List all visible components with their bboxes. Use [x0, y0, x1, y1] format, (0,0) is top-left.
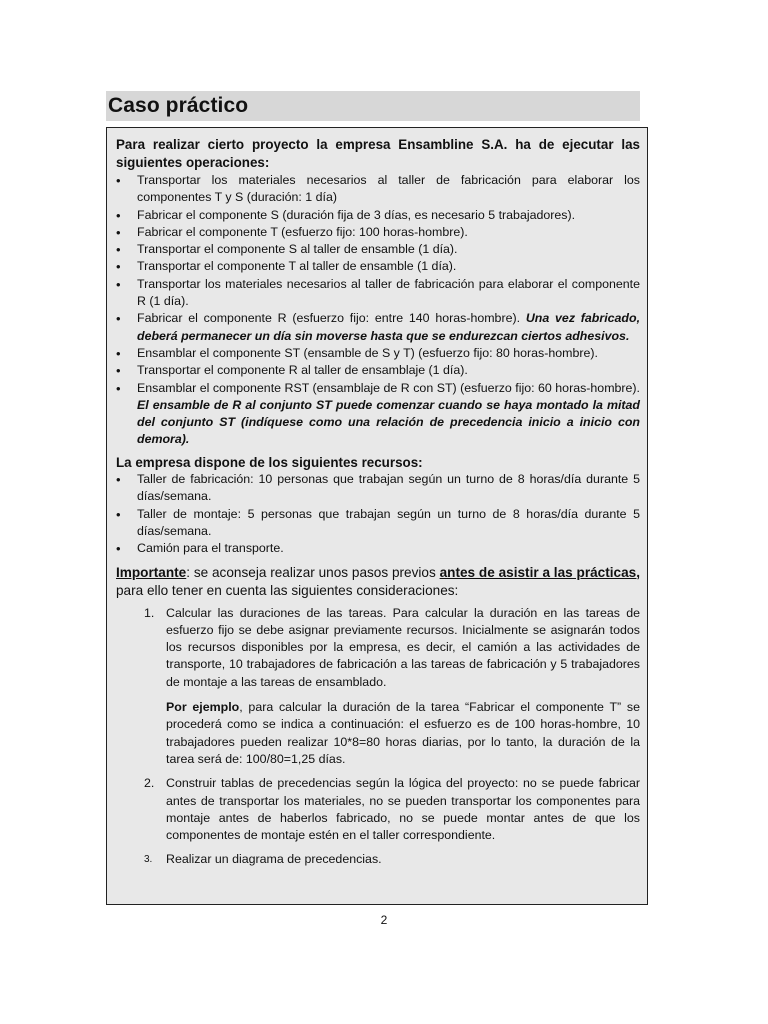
- resources-list: [116, 471, 640, 557]
- important-tail: para ello tener en cuenta las siguientes consideraciones:: [116, 583, 459, 599]
- step-number: 1.: [144, 605, 155, 620]
- list-item: [116, 380, 640, 449]
- list-item: [116, 471, 640, 506]
- list-item: [116, 506, 640, 541]
- step-text: Calcular las duraciones de las tareas. Para calcular la duración en las tareas de esfuerzo fijo se debe asignar previamente recursos. Inicialmente se asignarán todos los recursos disponibles por la empresa, es decir, el camión a las actividades de transporte, 10 trabajadores de fabricación a las tareas de fabricación y 5 trabajadores de montaje a las tareas de ensamblado.: [166, 605, 640, 689]
- step-item: [139, 605, 640, 769]
- list-item: [116, 310, 640, 345]
- example-text: [166, 699, 640, 768]
- operation-text: Fabricar el componente R (esfuerzo fijo: entre 140 horas-hombre).: [137, 311, 521, 326]
- step-text: Construir tablas de precedencias según la lógica del proyecto: no se puede fabricar antes de transportar los materiales, no se pueden transportar los componentes para montaje antes de haberlos fabricado, no se puede montar antes de que los componentes de montaje estén en el taller correspondiente.: [166, 776, 640, 843]
- steps-list: [116, 605, 640, 869]
- resource-text: Camión para el transporte.: [137, 541, 284, 556]
- list-item: [116, 224, 640, 241]
- resource-text: Taller de fabricación: 10 personas que trabajan según un turno de 8 horas/día durante 5 días/semana.: [137, 472, 640, 504]
- page-title: Caso práctico: [108, 94, 249, 117]
- operation-text: Fabricar el componente S (duración fija de 3 días, es necesario 5 trabajadores).: [137, 207, 576, 222]
- step-item: [139, 851, 640, 868]
- list-item: [116, 241, 640, 258]
- important-label: Importante: [116, 564, 187, 580]
- resource-text: Taller de montaje: 5 personas que trabajan según un turno de 8 horas/día durante 5 días/semana.: [137, 506, 640, 538]
- step-number: 2.: [144, 776, 155, 791]
- list-item: [116, 362, 640, 379]
- step-number: 3.: [144, 854, 153, 866]
- page-number: 2: [380, 913, 388, 927]
- example-label: Por ejemplo: [166, 700, 240, 715]
- title-bar: [106, 91, 640, 121]
- list-item: [116, 345, 640, 362]
- resources-heading: La empresa dispone de los siguientes recursos:: [116, 454, 423, 470]
- list-item: [116, 258, 640, 275]
- operation-text: Transportar los materiales necesarios al taller de fabricación para elaborar el componente R (1 día).: [137, 276, 640, 309]
- intro-text: Para realizar cierto proyecto la empresa Ensambline S.A. ha de ejecutar las siguientes operaciones:: [116, 137, 640, 170]
- operation-text: Fabricar el componente T (esfuerzo fijo: 100 horas-hombre).: [137, 224, 468, 239]
- step-text: Realizar un diagrama de precedencias.: [166, 852, 382, 867]
- important-note: [116, 564, 640, 601]
- important-mid: : se aconseja realizar unos pasos previos: [186, 564, 440, 580]
- example-body: , para calcular la duración de la tarea “Fabricar el componente T” se procederá como se indica a continuación: el esfuerzo es de 100 horas-hombre, 10 trabajadores pueden realizar 10*8=80 horas diarias, por lo tanto, la duración de la tarea será de: 100/80=1,25 días.: [166, 700, 640, 766]
- operation-text: Transportar el componente R al taller de ensamblaje (1 día).: [137, 363, 468, 378]
- step-item: [139, 775, 640, 844]
- list-item: [116, 276, 640, 311]
- operation-note: Una vez fabricado, deberá permanecer un día sin moverse hasta que se endurezcan ciertos adhesivos.: [137, 311, 641, 343]
- important-emphasis: antes de asistir a las prácticas,: [439, 564, 640, 580]
- case-box: [106, 127, 648, 905]
- list-item: [116, 540, 640, 557]
- operation-text: Transportar el componente T al taller de ensamble (1 día).: [137, 259, 457, 274]
- operation-text: Ensamblar el componente RST (ensamblaje de R con ST) (esfuerzo fijo: 60 horas-hombre).: [137, 380, 640, 395]
- operation-text: Ensamblar el componente ST (ensamble de S y T) (esfuerzo fijo: 80 horas-hombre).: [137, 345, 598, 360]
- operations-list: [116, 172, 640, 449]
- operation-text: Transportar los materiales necesarios al taller de fabricación para elaborar los componentes T y S (duración: 1 día): [137, 173, 640, 205]
- list-item: [116, 207, 640, 224]
- operation-text: Transportar el componente S al taller de ensamble (1 día).: [137, 242, 458, 257]
- list-item: [116, 172, 640, 207]
- operation-note: El ensamble de R al conjunto ST puede comenzar cuando se haya montado la mitad del conjunto ST (indíquese como una relación de precedencia inicio a inicio con demora).: [137, 397, 640, 447]
